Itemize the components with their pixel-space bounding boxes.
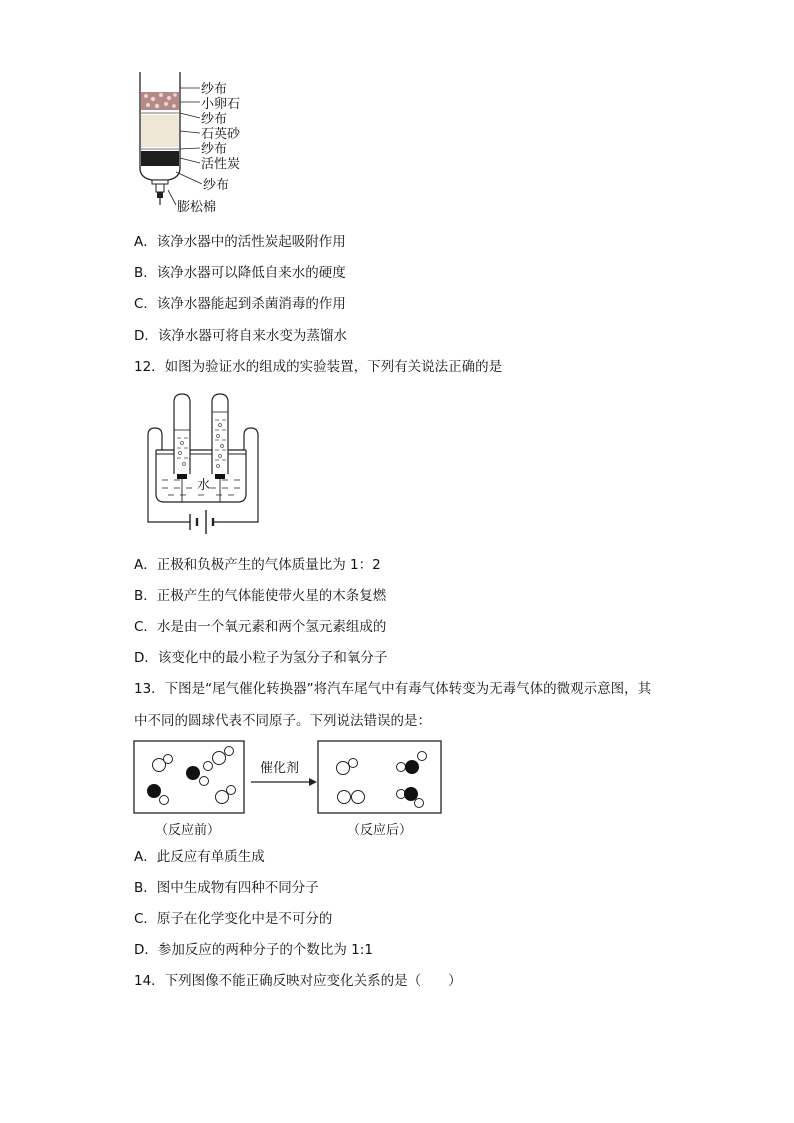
electrolysis-apparatus-diagram [140, 390, 270, 540]
q11-option-b: B．该净水器可以降低自来水的硬度 [134, 265, 346, 281]
q14-stem: 14．下列图像不能正确反映对应变化关系的是（ ） [134, 973, 462, 989]
q12-option-c: C．水是由一个氧元素和两个氢元素组成的 [134, 619, 387, 635]
q12-stem: 12．如图为验证水的组成的实验装置，下列有关说法正确的是 [134, 359, 503, 375]
q12-option-b: B．正极产生的气体能使带火星的木条复燃 [134, 588, 387, 604]
reaction-microscopic-diagram [133, 740, 453, 840]
q13-stem-line-1: 13．下图是“尾气催化转换器”将汽车尾气中有毒气体转变为无毒气体的微观示意图，其 [134, 681, 652, 697]
filter-label-activated-carbon: 活性炭 [201, 157, 241, 172]
filter-label-gauze-4: 纱布 [203, 178, 230, 193]
water-label: 水 [197, 478, 211, 493]
q13-option-b: B．图中生成物有四种不同分子 [134, 880, 319, 896]
q11-option-d: D．该净水器可将自来水变为蒸馏水 [134, 328, 347, 344]
filter-label-quartz-sand: 石英砂 [201, 127, 241, 142]
filter-label-pebbles: 小卵石 [201, 97, 241, 112]
filter-label-gauze-3: 纱布 [201, 142, 228, 157]
q13-option-c: C．原子在化学变化中是不可分的 [134, 911, 333, 927]
filter-label-gauze-1: 纱布 [201, 82, 228, 97]
water-filter-diagram [130, 68, 260, 213]
q11-option-c: C．该净水器能起到杀菌消毒的作用 [134, 296, 346, 312]
q11-option-a: A．该净水器中的活性炭起吸附作用 [134, 234, 346, 250]
q13-stem-line-2: 中不同的圆球代表不同原子。下列说法错误的是： [134, 713, 431, 729]
before-reaction-label: （反应前） [155, 823, 221, 838]
q12-option-d: D．该变化中的最小粒子为氢分子和氧分子 [134, 650, 388, 666]
filter-label-gauze-2: 纱布 [201, 112, 228, 127]
q12-option-a: A．正极和负极产生的气体质量比为 1：2 [134, 557, 381, 573]
after-reaction-label: （反应后） [347, 823, 413, 838]
q13-option-a: A．此反应有单质生成 [134, 849, 265, 865]
catalyst-label: 催化剂 [260, 761, 300, 776]
filter-label-cotton: 膨松棉 [177, 200, 217, 215]
q13-option-d: D．参加反应的两种分子的个数比为 1:1 [134, 942, 373, 958]
